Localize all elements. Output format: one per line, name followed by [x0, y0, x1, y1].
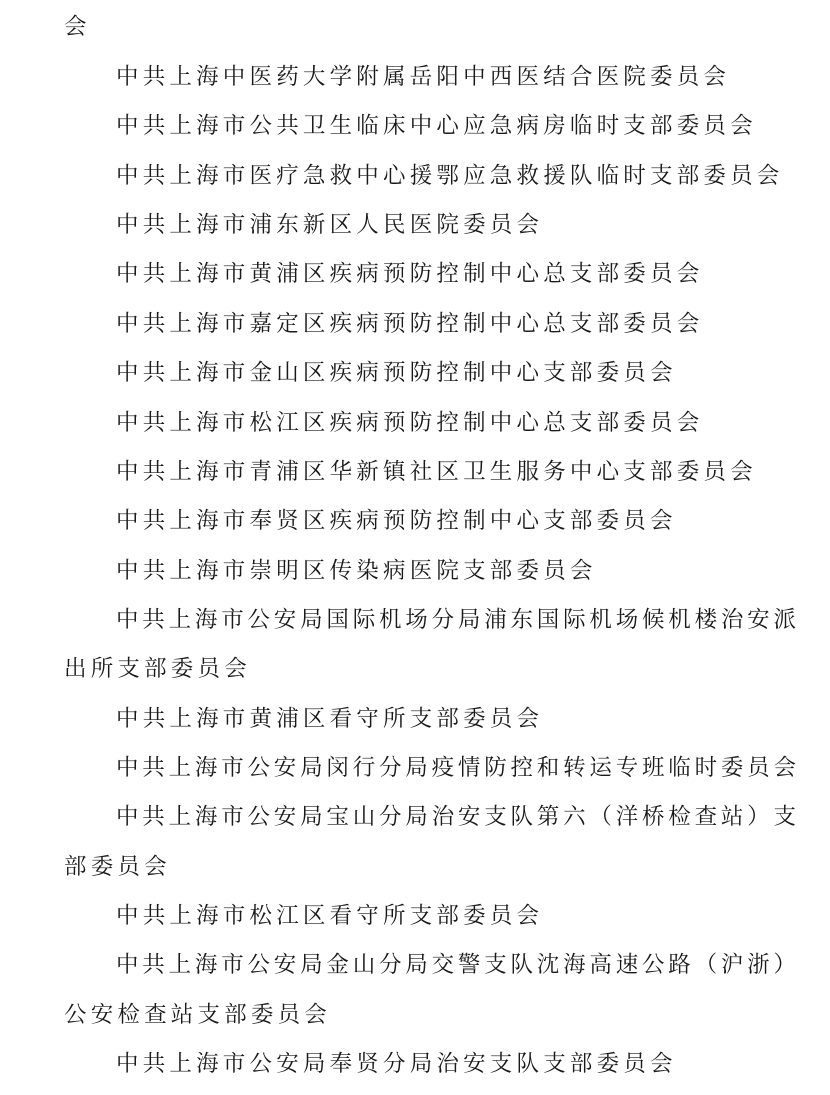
text-line-4: 中共上海市浦东新区人民医院委员会: [116, 212, 544, 238]
text-line-10: 中共上海市奉贤区疾病预防控制中心支部委员会: [116, 508, 677, 534]
text-line-6: 中共上海市嘉定区疾病预防控制中心总支部委员会: [116, 311, 704, 337]
text-line-9: 中共上海市青浦区华新镇社区卫生服务中心支部委员会: [116, 459, 757, 485]
text-line-12: 中共上海市公安局国际机场分局浦东国际机场候机楼治安派: [116, 607, 796, 633]
text-line-8: 中共上海市松江区疾病预防控制中心总支部委员会: [116, 410, 704, 436]
text-line-1: 中共上海中医药大学附属岳阳中西医结合医院委员会: [116, 64, 731, 90]
text-line-2: 中共上海市公共卫生临床中心应急病房临时支部委员会: [116, 113, 757, 139]
text-line-3: 中共上海市医疗急救中心援鄂应急救援队临时支部委员会: [116, 163, 784, 189]
text-line-0: 会: [64, 14, 91, 40]
text-line-17: 部委员会: [64, 854, 171, 880]
text-line-20: 公安检查站支部委员会: [64, 1002, 332, 1028]
text-line-19: 中共上海市公安局金山分局交警支队沈海高速公路（沪浙）: [116, 952, 796, 978]
text-line-15: 中共上海市公安局闵行分局疫情防控和转运专班临时委员会: [116, 755, 796, 781]
text-line-5: 中共上海市黄浦区疾病预防控制中心总支部委员会: [116, 261, 704, 287]
text-line-7: 中共上海市金山区疾病预防控制中心支部委员会: [116, 360, 677, 386]
text-line-16: 中共上海市公安局宝山分局治安支队第六（洋桥检查站）支: [116, 804, 796, 830]
text-line-21: 中共上海市公安局奉贤分局治安支队支部委员会: [116, 1051, 677, 1077]
text-line-11: 中共上海市崇明区传染病医院支部委员会: [116, 558, 597, 584]
text-line-14: 中共上海市黄浦区看守所支部委员会: [116, 706, 544, 732]
text-line-13: 出所支部委员会: [64, 656, 251, 682]
text-line-18: 中共上海市松江区看守所支部委员会: [116, 903, 544, 929]
